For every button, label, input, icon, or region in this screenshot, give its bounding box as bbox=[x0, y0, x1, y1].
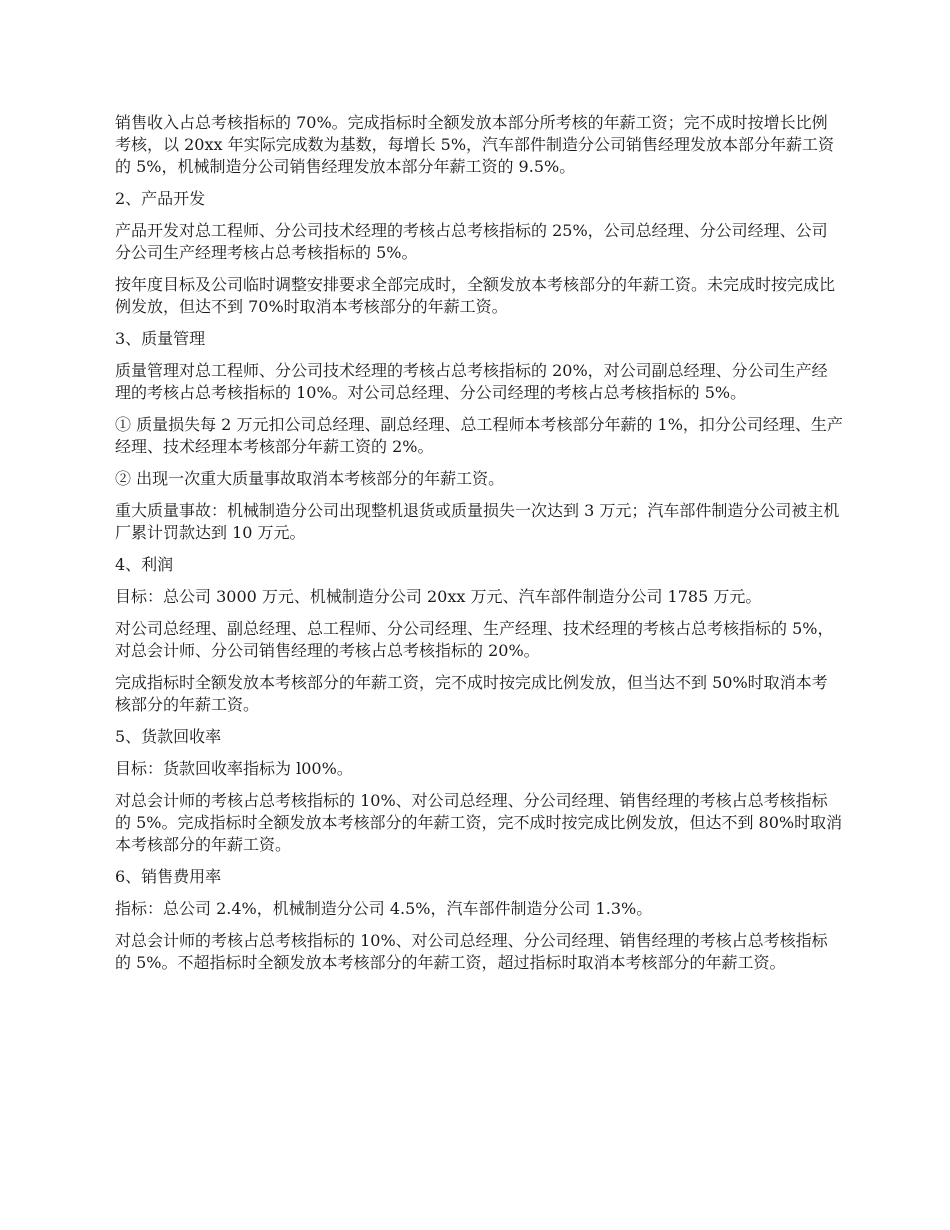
paragraph-profit-target: 目标：总公司 3000 万元、机械制造分公司 20xx 万元、汽车部件制造分公司 1785 万元。 bbox=[115, 587, 762, 606]
heading-sales-expense-rate: 6、销售费用率 bbox=[115, 867, 222, 886]
paragraph-collection-weight: 对总会计师的考核占总考核指标的 10%、对公司总经理、分公司经理、销售经理的考核占总考核指标的 5%。完成指标时全额发放本考核部分的年薪工资，完不成时按完成比例发放，但达不到 80%时取消本考核部分的年薪工资。 bbox=[115, 791, 843, 854]
paragraph-expense-weight: 对总会计师的考核占总考核指标的 10%、对公司总经理、分公司经理、销售经理的考核占总考核指标的 5%。不超指标时全额发放本考核部分的年薪工资，超过指标时取消本考核部分的年薪工资。 bbox=[115, 931, 828, 972]
paragraph-product-development-weight: 产品开发对总工程师、分公司技术经理的考核占总考核指标的 25%，公司总经理、分公司经理、公司分公司生产经理考核占总考核指标的 5%。 bbox=[115, 221, 828, 262]
paragraph-major-accident-rule: ② 出现一次重大质量事故取消本考核部分的年薪工资。 bbox=[115, 469, 505, 488]
paragraph-expense-target: 指标：总公司 2.4%，机械制造分公司 4.5%，汽车部件制造分公司 1.3%。 bbox=[115, 899, 653, 918]
document-page bbox=[115, 112, 843, 984]
heading-payment-collection: 5、货款回收率 bbox=[115, 727, 222, 746]
paragraph-product-development-payout: 按年度目标及公司临时调整安排要求全部完成时，全额发放本考核部分的年薪工资。未完成时按完成比例发放，但达不到 70%时取消本考核部分的年薪工资。 bbox=[115, 275, 836, 316]
paragraph-collection-target: 目标：货款回收率指标为 l00%。 bbox=[115, 759, 353, 778]
heading-quality-management: 3、质量管理 bbox=[115, 329, 206, 348]
paragraph-profit-weight: 对公司总经理、副总经理、总工程师、分公司经理、生产经理、技术经理的考核占总考核指标的 5%，对总会计师、分公司销售经理的考核占总考核指标的 20%。 bbox=[115, 619, 834, 660]
paragraph-sales-revenue: 销售收入占总考核指标的 70%。完成指标时全额发放本部分所考核的年薪工资；完不成时按增长比例考核，以 20xx 年实际完成数为基数，每增长 5%，汽车部件制造分公司销售经理发放本部分年薪工资的 5%，机械制造分公司销售经理发放本部分年薪工资的 9.5%。 bbox=[115, 113, 835, 176]
paragraph-profit-payout: 完成指标时全额发放本考核部分的年薪工资，完不成时按完成比例发放，但当达不到 50%时取消本考核部分的年薪工资。 bbox=[115, 673, 828, 714]
paragraph-major-accident-definition: 重大质量事故：机械制造分公司出现整机退货或质量损失一次达到 3 万元；汽车部件制造分公司被主机厂累计罚款达到 10 万元。 bbox=[115, 501, 840, 542]
paragraph-quality-loss-rule: ① 质量损失每 2 万元扣公司总经理、副总经理、总工程师本考核部分年薪的 1%，扣分公司经理、生产经理、技术经理本考核部分年薪工资的 2%。 bbox=[115, 415, 843, 456]
heading-product-development: 2、产品开发 bbox=[115, 189, 206, 208]
paragraph-quality-management-weight: 质量管理对总工程师、分公司技术经理的考核占总考核指标的 20%，对公司副总经理、分公司生产经理的考核占总考核指标的 10%。对公司总经理、分公司经理的考核占总考核指标的 5%。 bbox=[115, 361, 828, 402]
heading-profit: 4、利润 bbox=[115, 555, 174, 574]
